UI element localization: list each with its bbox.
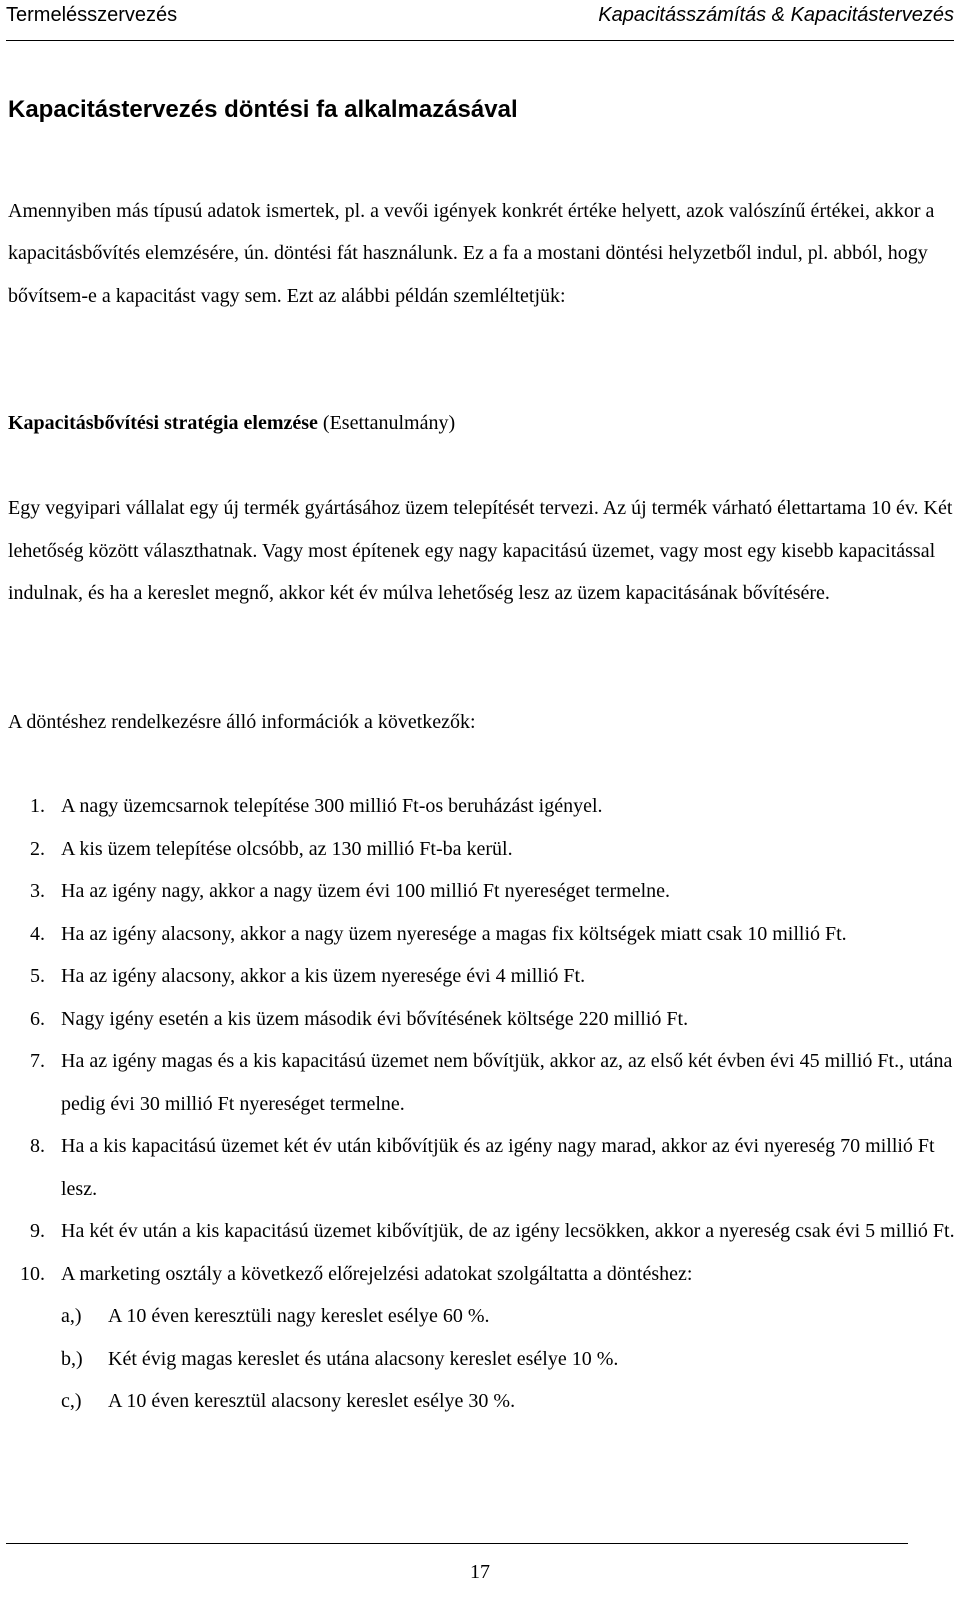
list-item [8,1210,956,1253]
list-item-number: 3. [30,880,45,902]
sublist-item-letter: c,) [61,1390,82,1412]
case-study-title-bold: Kapacitásbővítési stratégia elemzése [8,412,318,434]
info-lead-paragraph: A döntéshez rendelkezésre álló információk a következők: [8,711,476,733]
list-item-number: 7. [30,1050,45,1072]
list-item [8,1253,956,1423]
header-left-title: Termelésszervezés [6,4,178,26]
sublist-item-letter: a,) [61,1305,82,1327]
list-item [8,955,956,998]
header-right-title: Kapacitásszámítás & Kapacitástervezés [598,4,954,26]
section-title: Kapacitástervezés döntési fa alkalmazásával [8,96,518,123]
list-item [8,828,956,871]
list-item [8,1040,956,1125]
list-item-text: Ha az igény magas és a kis kapacitású üzemet nem bővítjük, akkor az, az első két évben évi 45 millió Ft., utána pedig évi 30 millió Ft nyereséget termelne. [61,1050,953,1115]
list-item-text: Ha az igény alacsony, akkor a nagy üzem nyeresége a magas fix költségek miatt csak 10 millió Ft. [61,922,847,945]
list-item-number: 6. [30,1007,45,1030]
list-item-text: Ha az igény alacsony, akkor a kis üzem nyeresége évi 4 millió Ft. [61,965,586,987]
list-item [8,870,956,913]
case-study-paragraph: Egy vegyipari vállalat egy új termék gyártásához üzem telepítését tervezi. Az új termék várható élettartama 10 év. Két lehetőség között választhatnak. Vagy most építenek egy nagy kapacitású üzemet, vagy most egy kisebb kapacitással indulnak, és ha a kereslet megnő, akkor két év múlva lehetőség lesz az üzem kapacitásának bővítésére. [8,497,953,604]
list-item-number: 1. [30,795,45,817]
list-item-text: A marketing osztály a következő előrejelzési adatokat szolgáltatta a döntéshez: [61,1262,693,1285]
list-item-text: Ha a kis kapacitású üzemet két év után kibővítjük és az igény nagy marad, akkor az évi nyereség 70 millió Ft lesz. [61,1135,935,1200]
list-item [8,913,956,956]
intro-paragraph: Amennyiben más típusú adatok ismertek, pl. a vevői igények konkrét értéke helyett, azok valószínű értékei, akkor a kapacitásbővítés elemzésére, ún. döntési fát használunk. Ez a fa a mostani döntési helyzetből indul, pl. abból, hogy bővítsem-e a kapacitást vagy sem. Ezt az alábbi példán szemléltetjük: [8,200,935,307]
case-study-title [8,402,956,445]
list-item-number: 2. [30,837,45,860]
case-study-title-suffix: (Esettanulmány) [317,412,456,434]
sublist-item-letter: b,) [61,1347,83,1370]
list-item-number: 8. [30,1135,45,1157]
list-item-number: 5. [30,965,45,987]
sublist-item [61,1295,956,1338]
sublist-item [61,1380,956,1423]
list-item-number: 9. [30,1220,45,1242]
list-item [8,998,956,1041]
list-item-text: Ha két év után a kis kapacitású üzemet kibővítjük, de az igény lecsökken, akkor a nyereség csak évi 5 millió Ft. [61,1220,955,1242]
forecast-sublist [61,1295,956,1423]
list-item [8,785,956,828]
information-list [8,785,956,1423]
sublist-item-text: A 10 éven keresztül alacsony kereslet esélye 30 %. [108,1390,516,1412]
sublist-item [61,1338,956,1381]
list-item-text: Nagy igény esetén a kis üzem második évi bővítésének költsége 220 millió Ft. [61,1007,689,1030]
list-item-text: A kis üzem telepítése olcsóbb, az 130 millió Ft-ba kerül. [61,837,513,860]
list-item [8,1125,956,1210]
sublist-item-text: Két évig magas kereslet és utána alacsony kereslet esélye 10 %. [108,1347,619,1370]
list-item-text: Ha az igény nagy, akkor a nagy üzem évi 100 millió Ft nyereséget termelne. [61,880,671,902]
page-number: 17 [470,1561,490,1583]
list-item-number: 10. [20,1262,45,1285]
list-item-text: A nagy üzemcsarnok telepítése 300 millió Ft-os beruházást igényel. [61,795,603,817]
footer-divider [6,1543,908,1544]
list-item-number: 4. [30,922,45,945]
sublist-item-text: A 10 éven keresztüli nagy kereslet esélye 60 %. [108,1305,490,1327]
page-header [6,0,954,41]
